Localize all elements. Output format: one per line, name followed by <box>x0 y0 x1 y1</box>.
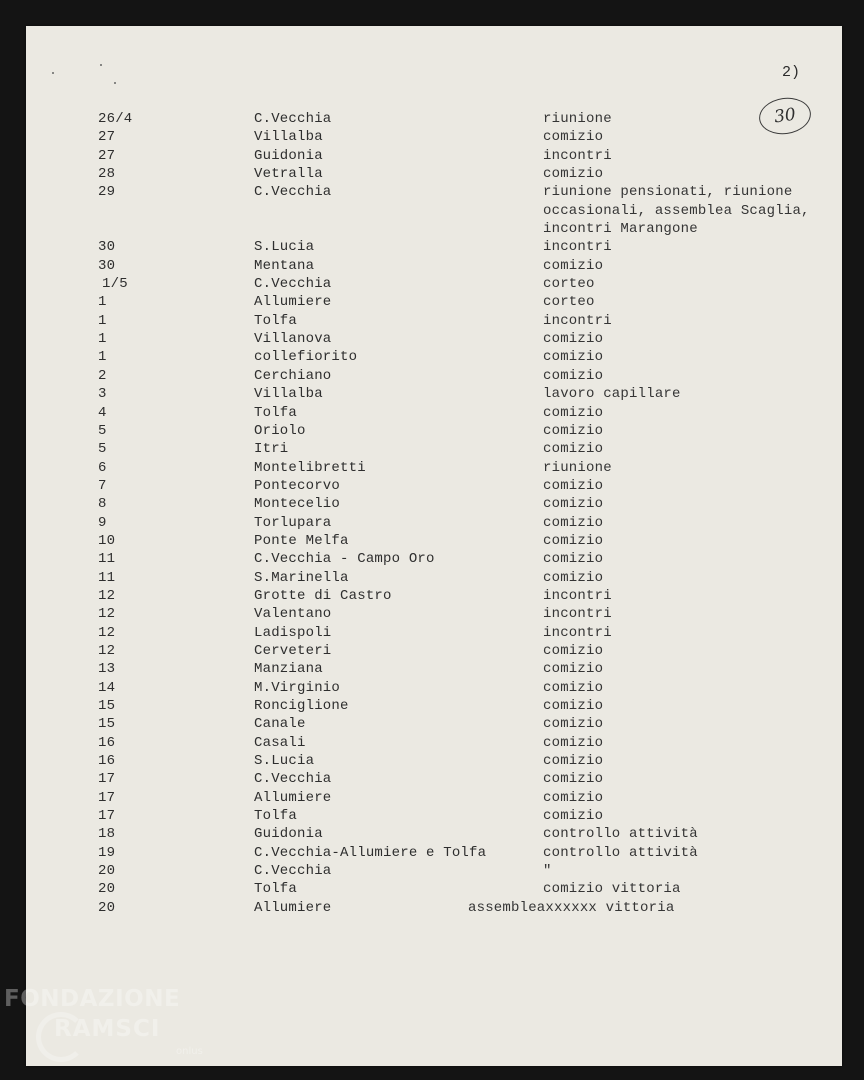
entry-activity: comizio <box>543 661 604 678</box>
entry-date: 1 <box>98 294 107 311</box>
entry-row <box>26 238 842 256</box>
entry-date: 26/4 <box>98 111 133 127</box>
entry-date: 19 <box>98 844 116 861</box>
entry-place: Valentano <box>254 606 332 623</box>
entry-place: Itri <box>254 441 289 458</box>
entry-date: 3 <box>98 386 107 403</box>
document-page <box>26 26 842 1066</box>
entry-activity: comizio <box>543 349 604 366</box>
entry-place: Vetralla <box>254 166 323 183</box>
entry-place: Ladispoli <box>254 624 332 641</box>
entry-activity: incontri <box>543 606 612 623</box>
entry-place: Tolfa <box>254 808 298 825</box>
watermark-line3: onlus <box>176 1046 203 1057</box>
entry-activity: corteo <box>543 294 595 311</box>
entry-activity: incontri <box>543 239 612 256</box>
entry-date: 1 <box>98 349 107 366</box>
entry-activity: comizio <box>543 514 604 531</box>
entry-date: 16 <box>98 753 116 770</box>
entry-row <box>26 275 842 293</box>
entry-place: Guidonia <box>254 147 323 164</box>
entry-date: 20 <box>98 881 116 898</box>
entry-date: 17 <box>98 808 116 825</box>
entry-place: Montecelio <box>254 496 341 513</box>
entry-row <box>26 679 842 697</box>
entry-row <box>26 899 842 917</box>
entry-row <box>26 569 842 587</box>
entry-row <box>26 404 842 422</box>
entry-activity: comizio <box>543 367 604 384</box>
entry-row <box>26 477 842 495</box>
entry-row <box>26 459 842 477</box>
entry-activity: comizio <box>543 716 604 733</box>
entry-row <box>26 293 842 311</box>
entry-date: 1/5 <box>102 276 128 293</box>
entry-date: 16 <box>98 734 116 751</box>
entry-date: 18 <box>98 826 116 843</box>
entry-date: 17 <box>98 789 116 806</box>
entry-activity: comizio vittoria <box>543 881 681 898</box>
entry-date: 12 <box>98 606 116 623</box>
entry-activity: comizio <box>543 129 604 146</box>
entry-place: Montelibretti <box>254 459 366 476</box>
entry-date: 2 <box>98 367 107 384</box>
entry-date: 20 <box>98 899 116 916</box>
entry-row <box>26 495 842 513</box>
entry-place: Guidonia <box>254 826 323 843</box>
circled-archive-number: 30 <box>757 95 814 138</box>
entry-date: 15 <box>98 716 116 733</box>
ink-speck <box>52 72 54 74</box>
entry-place: Ronciglione <box>254 698 349 715</box>
entry-row <box>26 422 842 440</box>
watermark-line1: FONDAZIONE <box>4 986 181 1012</box>
entry-row <box>26 734 842 752</box>
entry-activity: comizio <box>543 496 604 513</box>
entry-row <box>26 752 842 770</box>
watermark-line2: RAMSCI <box>54 1016 161 1042</box>
entry-date: 1 <box>98 331 107 348</box>
entry-place: collefiorito <box>254 349 358 366</box>
entry-date: 17 <box>98 771 116 788</box>
entry-row <box>26 257 842 275</box>
entry-place: C.Vecchia <box>254 863 332 880</box>
entry-activity: comizio <box>543 771 604 788</box>
entry-date: 27 <box>98 147 116 164</box>
entry-date: 13 <box>98 661 116 678</box>
entry-row <box>26 147 842 165</box>
entry-place: Pontecorvo <box>254 477 341 494</box>
entry-date: 12 <box>98 624 116 641</box>
entry-activity: riunione <box>543 459 612 476</box>
entry-date: 29 <box>98 184 116 201</box>
entry-activity: incontri <box>543 147 612 164</box>
entry-place: Cerveteri <box>254 642 332 659</box>
entry-place: Tolfa <box>254 312 298 329</box>
entry-activity: " <box>543 863 552 880</box>
entry-date: 4 <box>98 404 107 421</box>
fondazione-gramsci-watermark <box>4 986 203 1057</box>
entry-activity: incontri <box>543 587 612 604</box>
entry-row <box>26 715 842 733</box>
entry-date: 14 <box>98 679 116 696</box>
entry-date: 5 <box>98 441 107 458</box>
entry-activity: comizio <box>543 551 604 568</box>
entry-date: 10 <box>98 532 116 549</box>
entry-place: C.Vecchia-Allumiere e Tolfa <box>254 844 487 861</box>
entry-activity: comizio <box>543 808 604 825</box>
entry-place: Casali <box>254 734 306 751</box>
entry-row <box>26 367 842 385</box>
entry-place: Canale <box>254 716 306 733</box>
entry-date: 20 <box>98 863 116 880</box>
entry-place: Mentana <box>254 257 315 274</box>
entry-row <box>26 642 842 660</box>
entry-date: 30 <box>98 257 116 274</box>
entry-activity: comizio <box>543 679 604 696</box>
entry-row <box>26 385 842 403</box>
entry-row <box>26 789 842 807</box>
entry-place: Ponte Melfa <box>254 532 349 549</box>
entry-place: S.Lucia <box>254 753 315 770</box>
entry-date: 9 <box>98 514 107 531</box>
entry-activity: comizio <box>543 698 604 715</box>
entry-activity: comizio <box>543 404 604 421</box>
entry-activity: comizio <box>543 331 604 348</box>
activity-list <box>26 110 842 917</box>
entry-activity: comizio <box>543 532 604 549</box>
entry-place: Tolfa <box>254 404 298 421</box>
entry-activity: riunione pensionati, riunione occasionali, assemblea Scaglia, incontri Marangone <box>543 184 810 238</box>
entry-place: M.Virginio <box>254 679 341 696</box>
entry-activity: comizio <box>543 166 604 183</box>
entry-activity: corteo <box>543 276 595 293</box>
ink-speck <box>100 64 102 66</box>
entry-place: S.Marinella <box>254 569 349 586</box>
entry-activity: comizio <box>543 734 604 751</box>
entry-place: Allumiere <box>254 294 332 311</box>
entry-date: 1 <box>98 312 107 329</box>
entry-date: 6 <box>98 459 107 476</box>
entry-row <box>26 697 842 715</box>
entry-place: Allumiere <box>254 899 332 916</box>
entry-place: Cerchiano <box>254 367 332 384</box>
entry-activity: riunione <box>543 111 612 127</box>
ink-speck <box>114 82 116 84</box>
entry-row <box>26 348 842 366</box>
entry-row <box>26 514 842 532</box>
entry-activity: comizio <box>543 753 604 770</box>
entry-activity: incontri <box>543 312 612 329</box>
entry-date: 30 <box>98 239 116 256</box>
entry-activity: comizio <box>543 441 604 458</box>
entry-place: S.Lucia <box>254 239 315 256</box>
entry-activity: incontri <box>543 624 612 641</box>
entry-row <box>26 183 842 238</box>
entry-activity: assembleaxxxxxx vittoria <box>468 899 675 916</box>
entry-date: 28 <box>98 166 116 183</box>
entry-place: Tolfa <box>254 881 298 898</box>
entry-activity: comizio <box>543 569 604 586</box>
entry-activity: comizio <box>543 642 604 659</box>
entry-row <box>26 862 842 880</box>
entry-row <box>26 880 842 898</box>
entry-row <box>26 440 842 458</box>
entry-date: 12 <box>98 587 116 604</box>
entry-place: C.Vecchia <box>254 111 332 127</box>
entry-row <box>26 128 842 146</box>
entry-row <box>26 330 842 348</box>
entry-place: Villalba <box>254 129 323 146</box>
entry-row <box>26 532 842 550</box>
entry-date: 15 <box>98 698 116 715</box>
entry-date: 11 <box>98 569 116 586</box>
entry-date: 5 <box>98 422 107 439</box>
entry-place: Torlupara <box>254 514 332 531</box>
entry-row <box>26 624 842 642</box>
entry-place: Manziana <box>254 661 323 678</box>
entry-row <box>26 770 842 788</box>
entry-row <box>26 844 842 862</box>
entry-place: C.Vecchia <box>254 276 332 293</box>
entry-place: C.Vecchia <box>254 771 332 788</box>
entry-activity: controllo attività <box>543 826 698 843</box>
entry-date: 7 <box>98 477 107 494</box>
entry-row <box>26 165 842 183</box>
entry-activity: controllo attività <box>543 844 698 861</box>
entry-row <box>26 605 842 623</box>
entry-place: Allumiere <box>254 789 332 806</box>
entry-activity: comizio <box>543 422 604 439</box>
entry-place: Villalba <box>254 386 323 403</box>
entry-row <box>26 110 842 128</box>
entry-place: C.Vecchia <box>254 184 332 201</box>
entry-activity: comizio <box>543 477 604 494</box>
entry-row <box>26 550 842 568</box>
entry-activity: comizio <box>543 257 604 274</box>
entry-activity: lavoro capillare <box>543 386 681 403</box>
entry-row <box>26 807 842 825</box>
entry-row <box>26 825 842 843</box>
entry-place: Villanova <box>254 331 332 348</box>
entry-place: C.Vecchia - Campo Oro <box>254 551 435 568</box>
entry-activity: comizio <box>543 789 604 806</box>
entry-date: 8 <box>98 496 107 513</box>
entry-place: Grotte di Castro <box>254 587 392 604</box>
entry-date: 11 <box>98 551 116 568</box>
entry-row <box>26 587 842 605</box>
entry-date: 12 <box>98 642 116 659</box>
entry-place: Oriolo <box>254 422 306 439</box>
entry-row <box>26 660 842 678</box>
entry-date: 27 <box>98 129 116 146</box>
entry-row <box>26 312 842 330</box>
page-number: 2) <box>782 64 801 81</box>
